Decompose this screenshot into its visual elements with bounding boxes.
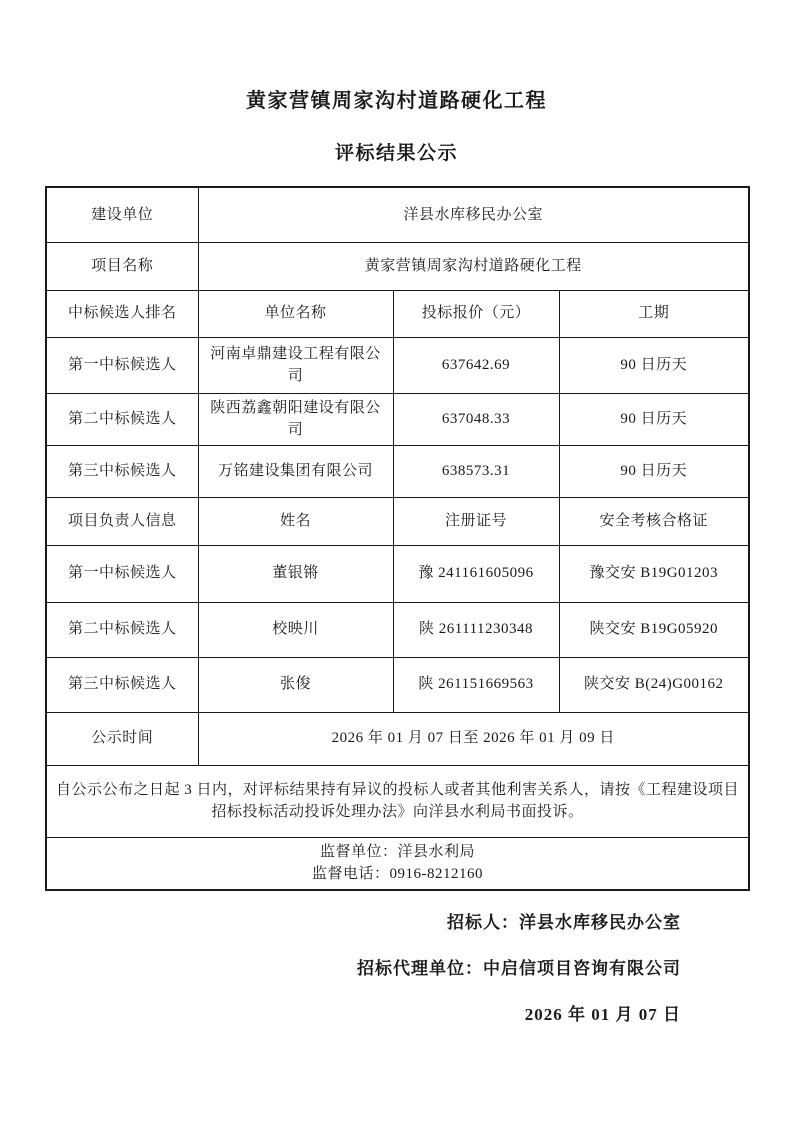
bid-rank: 第二中标候选人 <box>46 393 198 445</box>
manager-header-license: 注册证号 <box>393 497 559 545</box>
bid-header-price: 投标报价（元） <box>393 290 559 337</box>
signature-block <box>0 908 793 1025</box>
table-row-construction-unit <box>46 187 749 242</box>
manager-rank: 第三中标候选人 <box>46 657 198 712</box>
bid-result-table <box>45 186 750 891</box>
table-row-manager-2 <box>46 602 749 657</box>
construction-unit-value: 洋县水库移民办公室 <box>198 187 749 242</box>
table-row-bid-candidate-3 <box>46 445 749 497</box>
table-row-supervision <box>46 837 749 890</box>
construction-unit-label: 建设单位 <box>46 187 198 242</box>
bid-company: 万铭建设集团有限公司 <box>198 445 393 497</box>
manager-safety: 陕交安 B19G05920 <box>559 602 749 657</box>
document-subtitle: 评标结果公示 <box>334 143 458 164</box>
bid-header-rank: 中标候选人排名 <box>46 290 198 337</box>
table-row-objection-notice <box>46 765 749 837</box>
manager-header-info: 项目负责人信息 <box>46 497 198 545</box>
project-name-value: 黄家营镇周家沟村道路硬化工程 <box>198 242 749 290</box>
bid-duration: 90 日历天 <box>559 393 749 445</box>
manager-header-name: 姓名 <box>198 497 393 545</box>
table-row-bid-candidate-1 <box>46 337 749 393</box>
bid-rank: 第三中标候选人 <box>46 445 198 497</box>
table-row-project-name <box>46 242 749 290</box>
supervision-unit: 监督单位：洋县水利局 <box>320 843 476 860</box>
table-row-bid-header <box>46 290 749 337</box>
manager-safety: 豫交安 B19G01203 <box>559 545 749 602</box>
table-row-bid-candidate-2 <box>46 393 749 445</box>
tenderer-line: 招标人：洋县水库移民办公室 <box>447 913 681 932</box>
publicity-period-value: 2026 年 01 月 07 日至 2026 年 01 月 09 日 <box>198 712 749 765</box>
bid-duration: 90 日历天 <box>559 337 749 393</box>
project-name-label: 项目名称 <box>46 242 198 290</box>
manager-rank: 第二中标候选人 <box>46 602 198 657</box>
bid-price: 638573.31 <box>393 445 559 497</box>
bid-company: 陕西荔鑫朝阳建设有限公司 <box>198 393 393 445</box>
bid-duration: 90 日历天 <box>559 445 749 497</box>
bid-header-duration: 工期 <box>559 290 749 337</box>
table-row-manager-header <box>46 497 749 545</box>
manager-name: 董银锵 <box>198 545 393 602</box>
agency-line: 招标代理单位：中启信项目咨询有限公司 <box>357 959 681 978</box>
bid-price: 637642.69 <box>393 337 559 393</box>
manager-name: 张俊 <box>198 657 393 712</box>
bid-price: 637048.33 <box>393 393 559 445</box>
date-line: 2026 年 01 月 07 日 <box>524 1005 681 1024</box>
publicity-period-label: 公示时间 <box>46 712 198 765</box>
table-row-manager-1 <box>46 545 749 602</box>
manager-license: 陕 261111230348 <box>393 602 559 657</box>
supervision-phone: 监督电话：0916-8212160 <box>312 866 483 883</box>
manager-license: 豫 241161605096 <box>393 545 559 602</box>
bid-header-company: 单位名称 <box>198 290 393 337</box>
bid-company: 河南卓鼎建设工程有限公司 <box>198 337 393 393</box>
table-row-publicity-period <box>46 712 749 765</box>
manager-safety: 陕交安 B(24)G00162 <box>559 657 749 712</box>
manager-rank: 第一中标候选人 <box>46 545 198 602</box>
manager-name: 校映川 <box>198 602 393 657</box>
objection-notice-text: 自公示公布之日起 3 日内，对评标结果持有异议的投标人或者其他利害关系人，请按《工程建设项目招标投标活动投诉处理办法》向洋县水利局书面投诉。 <box>46 765 749 837</box>
document-title: 黄家营镇周家沟村道路硬化工程 <box>246 90 547 112</box>
bid-rank: 第一中标候选人 <box>46 337 198 393</box>
manager-header-safety: 安全考核合格证 <box>559 497 749 545</box>
manager-license: 陕 261151669563 <box>393 657 559 712</box>
supervision-cell <box>46 837 749 890</box>
table-row-manager-3 <box>46 657 749 712</box>
